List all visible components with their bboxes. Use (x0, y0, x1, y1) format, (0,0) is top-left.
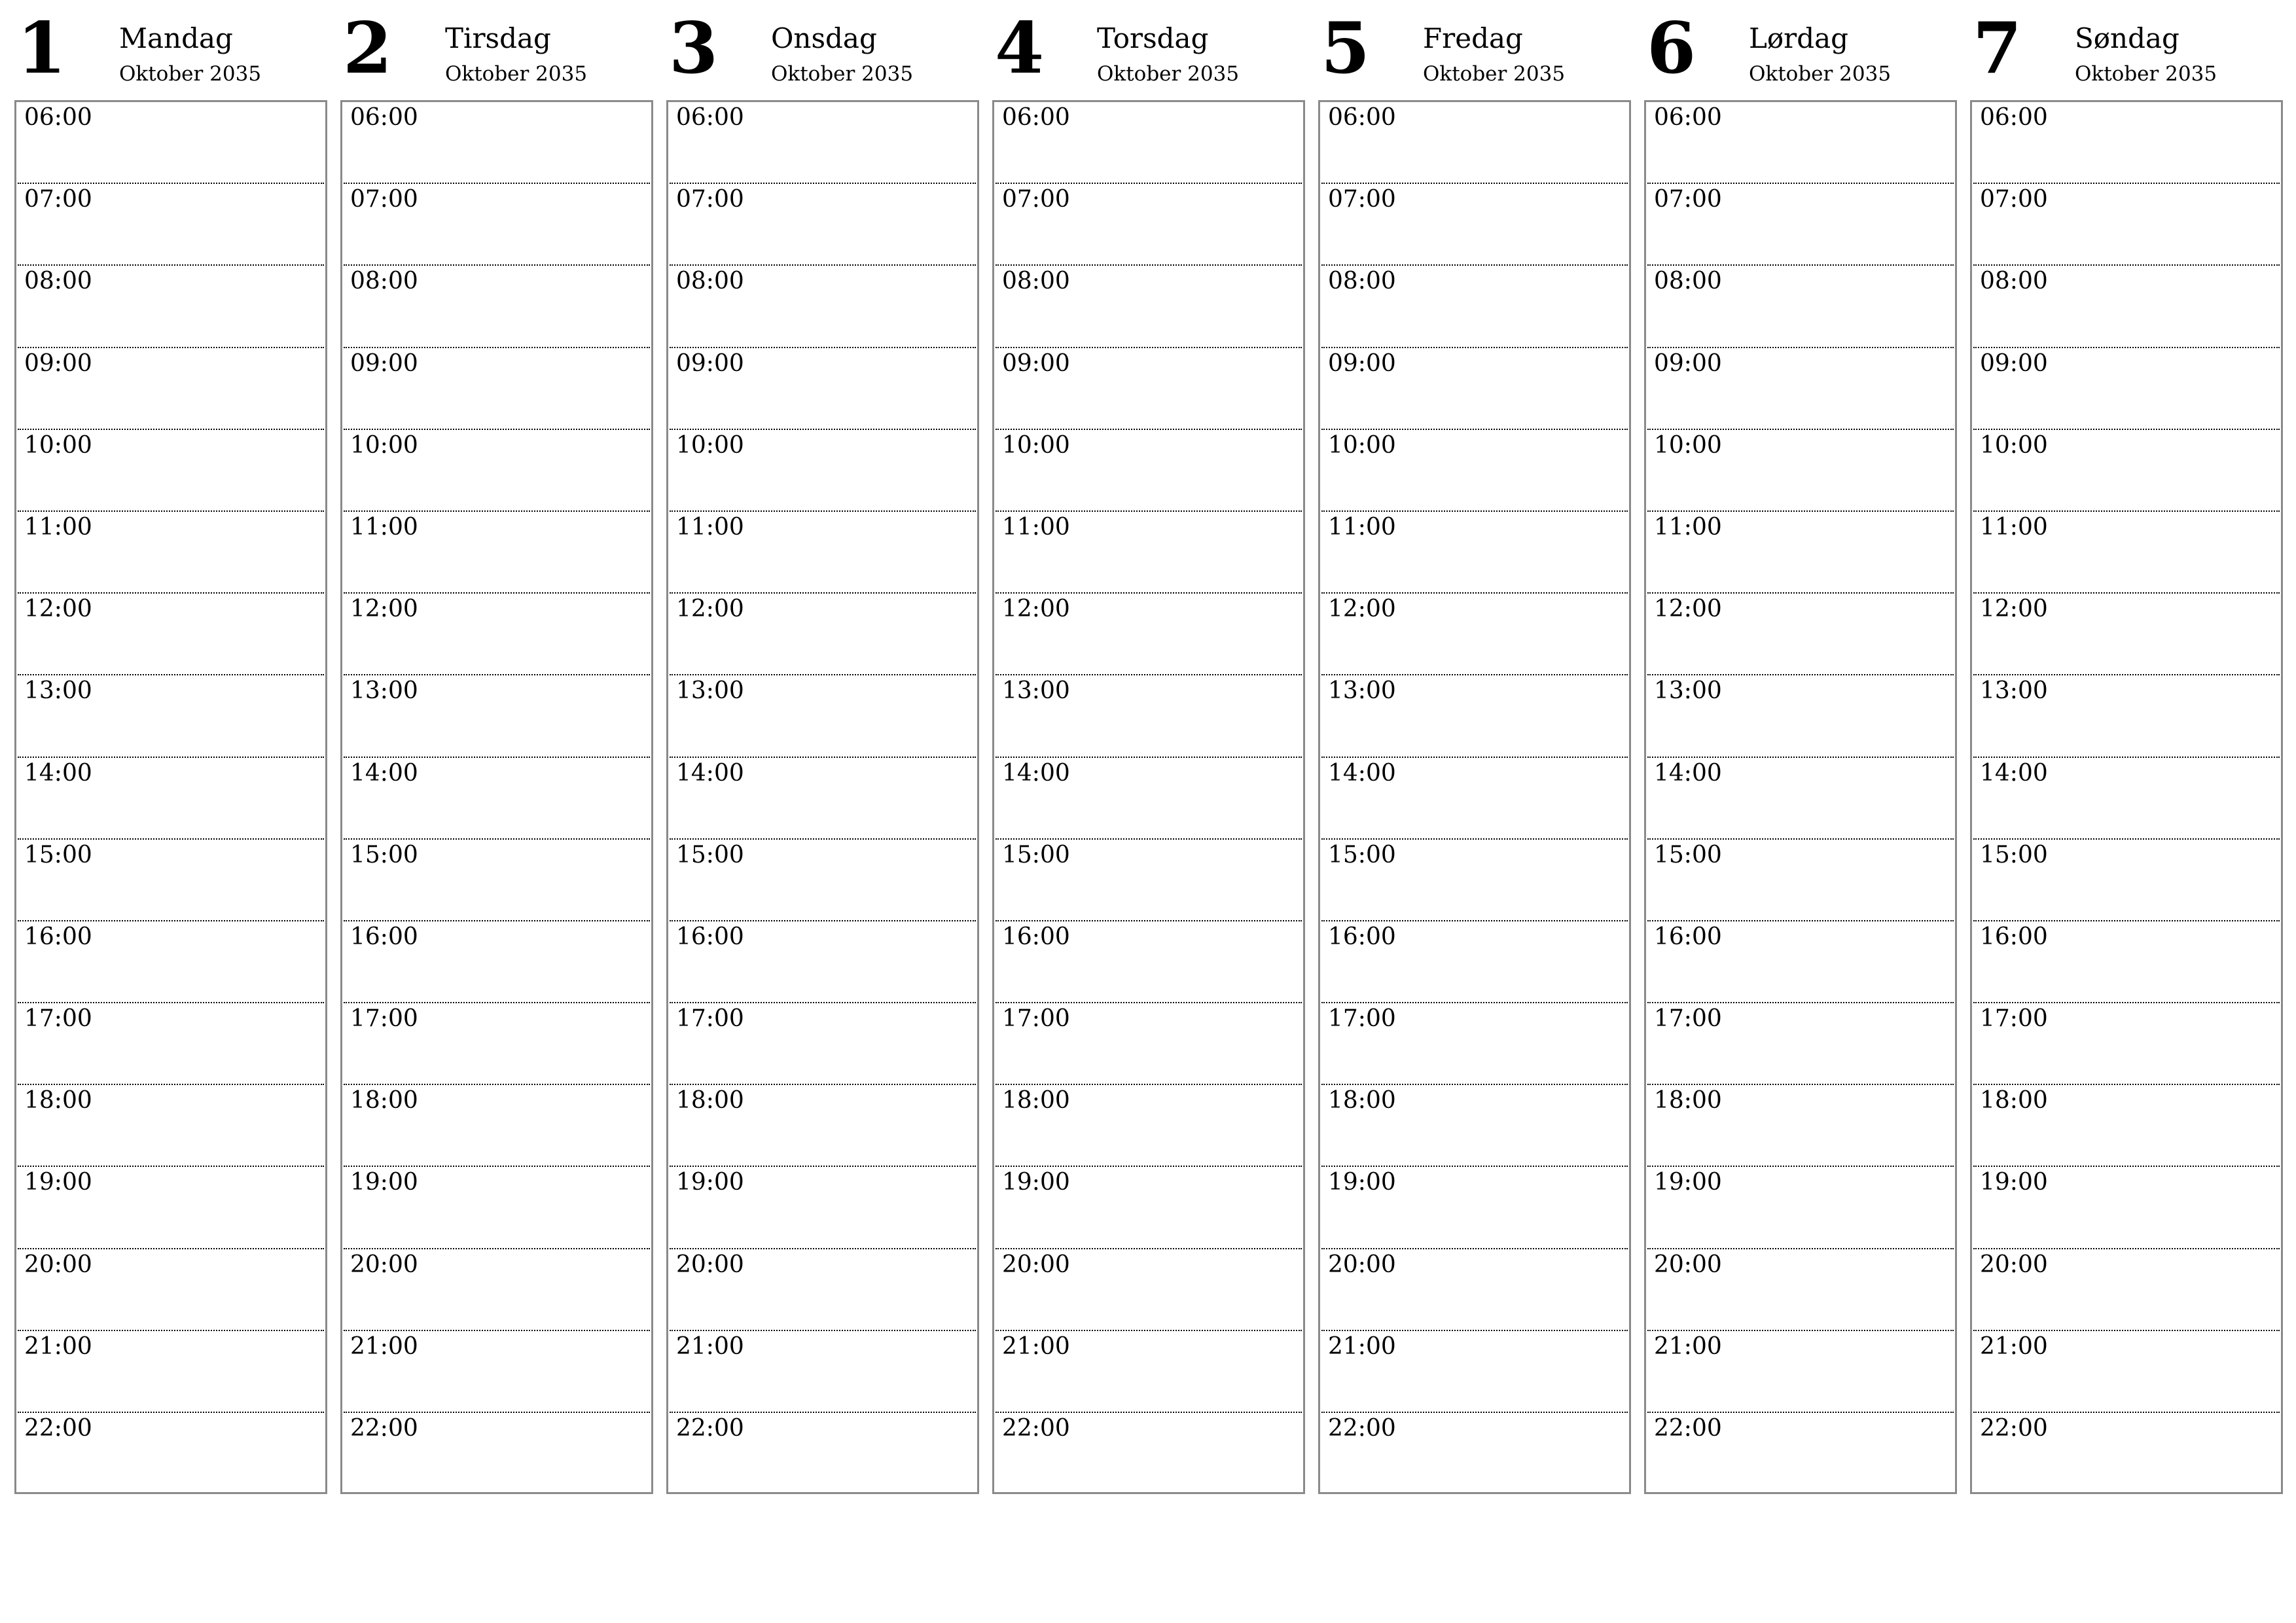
time-slot-label: 15:00 (350, 841, 418, 868)
day-number: 7 (1973, 7, 2022, 90)
time-slot-label: 08:00 (1654, 268, 1722, 295)
time-slot-label: 15:00 (24, 841, 92, 868)
time-slot-label: 13:00 (1654, 677, 1722, 705)
time-slot[interactable] (1321, 512, 1628, 594)
time-slot-label: 07:00 (1654, 186, 1722, 213)
time-slot[interactable] (1973, 102, 2280, 184)
time-slot-label: 13:00 (1980, 677, 2048, 705)
time-slot[interactable] (18, 1085, 324, 1167)
time-slot[interactable] (1973, 512, 2280, 594)
day-name: Onsdag (771, 22, 877, 54)
time-slot[interactable] (18, 921, 324, 1003)
time-slot-label: 12:00 (1328, 596, 1396, 623)
day-header (1318, 0, 1631, 98)
time-slot-label: 18:00 (1654, 1087, 1722, 1115)
time-slot-label: 10:00 (1654, 431, 1722, 459)
time-slot[interactable] (996, 102, 1302, 184)
time-slot-label: 09:00 (1980, 349, 2048, 377)
time-slot-label: 18:00 (1002, 1087, 1070, 1115)
time-slot[interactable] (670, 1249, 976, 1331)
time-slot-label: 13:00 (676, 677, 744, 705)
time-slot-label: 08:00 (1980, 268, 2048, 295)
time-slot[interactable] (18, 102, 324, 184)
time-slot[interactable] (18, 840, 324, 921)
day-name: Tirsdag (445, 22, 551, 54)
time-slot-label: 20:00 (24, 1251, 92, 1278)
time-slot[interactable] (1973, 840, 2280, 921)
day-header (1970, 0, 2283, 98)
time-slot-label: 13:00 (24, 677, 92, 705)
time-slot[interactable] (18, 594, 324, 675)
time-slot-label: 10:00 (1980, 431, 2048, 459)
time-slot[interactable] (996, 1167, 1302, 1249)
time-slot-label: 08:00 (1328, 268, 1396, 295)
time-slot[interactable] (18, 1331, 324, 1413)
day-column (1318, 0, 1631, 1499)
time-slot[interactable] (344, 1085, 650, 1167)
time-slot[interactable] (996, 430, 1302, 512)
time-slot-label: 09:00 (1654, 349, 1722, 377)
day-schedule-box (1318, 100, 1631, 1494)
day-number: 2 (343, 7, 393, 90)
time-slot[interactable] (996, 184, 1302, 266)
time-slot[interactable] (344, 348, 650, 430)
time-slot-label: 15:00 (1328, 841, 1396, 868)
time-slot-label: 08:00 (24, 268, 92, 295)
time-slot[interactable] (996, 594, 1302, 675)
time-slot-label: 10:00 (1328, 431, 1396, 459)
time-slot[interactable] (18, 1003, 324, 1085)
time-slot-label: 14:00 (24, 759, 92, 787)
time-slot-label: 06:00 (1980, 104, 2048, 131)
day-name: Mandag (119, 22, 233, 54)
time-slot-label: 14:00 (1002, 759, 1070, 787)
time-slot[interactable] (344, 840, 650, 921)
time-slot[interactable] (996, 1331, 1302, 1413)
day-number: 3 (669, 7, 719, 90)
time-slot-label: 18:00 (350, 1087, 418, 1115)
time-slot[interactable] (18, 184, 324, 266)
time-slot-label: 20:00 (1980, 1251, 2048, 1278)
time-slot[interactable] (1973, 675, 2280, 757)
time-slot-label: 21:00 (676, 1332, 744, 1360)
time-slot[interactable] (1647, 1413, 1954, 1495)
time-slot[interactable] (670, 1413, 976, 1495)
time-slot[interactable] (344, 758, 650, 840)
time-slot[interactable] (670, 430, 976, 512)
time-slot[interactable] (1321, 102, 1628, 184)
time-slot[interactable] (1321, 266, 1628, 348)
time-slot-label: 14:00 (676, 759, 744, 787)
time-slot[interactable] (1321, 1003, 1628, 1085)
time-slot[interactable] (1973, 921, 2280, 1003)
time-slot[interactable] (670, 758, 976, 840)
time-slot[interactable] (18, 1413, 324, 1495)
time-slot-label: 11:00 (676, 513, 744, 541)
time-slot-label: 10:00 (350, 431, 418, 459)
time-slot-label: 17:00 (1328, 1005, 1396, 1033)
time-slot-label: 12:00 (1002, 596, 1070, 623)
time-slot-label: 10:00 (1002, 431, 1070, 459)
time-slot-label: 10:00 (24, 431, 92, 459)
time-slot-label: 16:00 (1002, 923, 1070, 950)
time-slot[interactable] (18, 266, 324, 348)
time-slot[interactable] (996, 1249, 1302, 1331)
time-slot-label: 08:00 (350, 268, 418, 295)
time-slot-label: 19:00 (1654, 1169, 1722, 1196)
time-slot[interactable] (670, 184, 976, 266)
time-slot[interactable] (1647, 430, 1954, 512)
time-slot-label: 16:00 (676, 923, 744, 950)
time-slot-label: 22:00 (676, 1415, 744, 1442)
time-slot-label: 14:00 (1654, 759, 1722, 787)
time-slot-label: 13:00 (350, 677, 418, 705)
time-slot[interactable] (670, 1167, 976, 1249)
time-slot-label: 06:00 (676, 104, 744, 131)
time-slot-label: 22:00 (1328, 1415, 1396, 1442)
day-month-label: Oktober 2035 (1097, 62, 1240, 86)
time-slot[interactable] (1321, 1413, 1628, 1495)
time-slot-label: 21:00 (1654, 1332, 1722, 1360)
time-slot-label: 06:00 (350, 104, 418, 131)
time-slot-label: 11:00 (1980, 513, 2048, 541)
time-slot[interactable] (1647, 512, 1954, 594)
time-slot[interactable] (670, 348, 976, 430)
time-slot-label: 22:00 (1002, 1415, 1070, 1442)
time-slot[interactable] (344, 675, 650, 757)
time-slot-label: 06:00 (1654, 104, 1722, 131)
time-slot-label: 15:00 (1980, 841, 2048, 868)
day-month-label: Oktober 2035 (2075, 62, 2217, 86)
time-slot[interactable] (1973, 1167, 2280, 1249)
time-slot-label: 12:00 (676, 596, 744, 623)
time-slot-label: 09:00 (350, 349, 418, 377)
time-slot-label: 10:00 (676, 431, 744, 459)
time-slot[interactable] (1321, 184, 1628, 266)
time-slot[interactable] (670, 1085, 976, 1167)
time-slot-label: 11:00 (24, 513, 92, 541)
time-slot[interactable] (670, 1003, 976, 1085)
day-number: 5 (1321, 7, 1371, 90)
time-slot[interactable] (344, 1003, 650, 1085)
day-number: 4 (995, 7, 1045, 90)
time-slot[interactable] (1973, 1085, 2280, 1167)
day-month-label: Oktober 2035 (771, 62, 914, 86)
day-schedule-box (14, 100, 327, 1494)
time-slot-label: 21:00 (1328, 1332, 1396, 1360)
time-slot-label: 20:00 (350, 1251, 418, 1278)
time-slot[interactable] (1647, 594, 1954, 675)
time-slot-label: 19:00 (24, 1169, 92, 1196)
time-slot[interactable] (1973, 758, 2280, 840)
time-slot[interactable] (1321, 1331, 1628, 1413)
time-slot[interactable] (1647, 184, 1954, 266)
time-slot[interactable] (18, 1249, 324, 1331)
time-slot[interactable] (1973, 348, 2280, 430)
time-slot-label: 21:00 (1980, 1332, 2048, 1360)
time-slot[interactable] (1647, 675, 1954, 757)
day-name: Søndag (2075, 22, 2179, 54)
time-slot[interactable] (1647, 266, 1954, 348)
time-slot[interactable] (1973, 1413, 2280, 1495)
time-slot-label: 20:00 (1002, 1251, 1070, 1278)
time-slot[interactable] (344, 921, 650, 1003)
time-slot-label: 07:00 (1328, 186, 1396, 213)
time-slot-label: 22:00 (1654, 1415, 1722, 1442)
day-month-label: Oktober 2035 (119, 62, 262, 86)
time-slot-label: 13:00 (1328, 677, 1396, 705)
day-schedule-box (1970, 100, 2283, 1494)
time-slot-label: 16:00 (24, 923, 92, 950)
time-slot[interactable] (1321, 348, 1628, 430)
time-slot[interactable] (1647, 348, 1954, 430)
time-slot[interactable] (1321, 430, 1628, 512)
time-slot-label: 06:00 (1002, 104, 1070, 131)
time-slot-label: 16:00 (1654, 923, 1722, 950)
time-slot-label: 15:00 (676, 841, 744, 868)
time-slot-label: 11:00 (1002, 513, 1070, 541)
time-slot-label: 18:00 (24, 1087, 92, 1115)
time-slot-label: 12:00 (1980, 596, 2048, 623)
time-slot[interactable] (344, 184, 650, 266)
time-slot[interactable] (670, 102, 976, 184)
time-slot[interactable] (1647, 1331, 1954, 1413)
time-slot-label: 21:00 (350, 1332, 418, 1360)
time-slot[interactable] (996, 1085, 1302, 1167)
day-header (14, 0, 327, 98)
time-slot-label: 17:00 (1980, 1005, 2048, 1033)
time-slot[interactable] (344, 430, 650, 512)
day-name: Lørdag (1749, 22, 1849, 54)
time-slot[interactable] (344, 512, 650, 594)
time-slot[interactable] (996, 1413, 1302, 1495)
time-slot-label: 17:00 (1654, 1005, 1722, 1033)
time-slot[interactable] (344, 1249, 650, 1331)
time-slot[interactable] (1647, 921, 1954, 1003)
day-month-label: Oktober 2035 (1423, 62, 1566, 86)
time-slot-label: 11:00 (1654, 513, 1722, 541)
time-slot[interactable] (1973, 184, 2280, 266)
time-slot-label: 15:00 (1654, 841, 1722, 868)
time-slot-label: 18:00 (1980, 1087, 2048, 1115)
time-slot[interactable] (1321, 840, 1628, 921)
time-slot-label: 08:00 (1002, 268, 1070, 295)
time-slot[interactable] (344, 1167, 650, 1249)
time-slot-label: 07:00 (1980, 186, 2048, 213)
time-slot-label: 07:00 (24, 186, 92, 213)
time-slot-label: 17:00 (1002, 1005, 1070, 1033)
day-column (1644, 0, 1957, 1499)
day-month-label: Oktober 2035 (1749, 62, 1892, 86)
time-slot-label: 18:00 (676, 1087, 744, 1115)
time-slot-label: 19:00 (350, 1169, 418, 1196)
time-slot[interactable] (996, 758, 1302, 840)
day-header (340, 0, 653, 98)
day-number: 1 (17, 7, 67, 90)
time-slot[interactable] (344, 102, 650, 184)
time-slot-label: 09:00 (1002, 349, 1070, 377)
time-slot[interactable] (1973, 1249, 2280, 1331)
time-slot[interactable] (18, 758, 324, 840)
time-slot-label: 16:00 (350, 923, 418, 950)
time-slot-label: 15:00 (1002, 841, 1070, 868)
day-column (992, 0, 1305, 1499)
time-slot-label: 06:00 (24, 104, 92, 131)
time-slot-label: 14:00 (1980, 759, 2048, 787)
time-slot-label: 11:00 (1328, 513, 1396, 541)
time-slot[interactable] (1647, 1003, 1954, 1085)
time-slot-label: 14:00 (1328, 759, 1396, 787)
time-slot[interactable] (344, 594, 650, 675)
day-column (666, 0, 979, 1499)
time-slot[interactable] (18, 430, 324, 512)
time-slot-label: 17:00 (350, 1005, 418, 1033)
time-slot-label: 09:00 (1328, 349, 1396, 377)
time-slot-label: 07:00 (676, 186, 744, 213)
time-slot[interactable] (1973, 1331, 2280, 1413)
time-slot[interactable] (1321, 594, 1628, 675)
time-slot-label: 22:00 (24, 1415, 92, 1442)
time-slot[interactable] (1321, 675, 1628, 757)
time-slot[interactable] (670, 921, 976, 1003)
time-slot[interactable] (996, 840, 1302, 921)
day-month-label: Oktober 2035 (445, 62, 588, 86)
day-column (340, 0, 653, 1499)
time-slot[interactable] (670, 594, 976, 675)
time-slot-label: 17:00 (676, 1005, 744, 1033)
day-name: Torsdag (1097, 22, 1209, 54)
time-slot[interactable] (18, 675, 324, 757)
day-number: 6 (1647, 7, 1696, 90)
day-name: Fredag (1423, 22, 1523, 54)
time-slot-label: 20:00 (676, 1251, 744, 1278)
time-slot-label: 07:00 (1002, 186, 1070, 213)
time-slot[interactable] (1647, 1249, 1954, 1331)
time-slot[interactable] (1321, 1249, 1628, 1331)
time-slot-label: 21:00 (24, 1332, 92, 1360)
time-slot-label: 16:00 (1328, 923, 1396, 950)
time-slot-label: 13:00 (1002, 677, 1070, 705)
time-slot[interactable] (996, 266, 1302, 348)
day-schedule-box (1644, 100, 1957, 1494)
time-slot[interactable] (996, 1003, 1302, 1085)
time-slot-label: 19:00 (1980, 1169, 2048, 1196)
time-slot-label: 12:00 (24, 596, 92, 623)
time-slot[interactable] (1973, 1003, 2280, 1085)
time-slot-label: 11:00 (350, 513, 418, 541)
time-slot[interactable] (670, 266, 976, 348)
day-header (992, 0, 1305, 98)
time-slot[interactable] (1647, 102, 1954, 184)
time-slot[interactable] (996, 348, 1302, 430)
time-slot-label: 14:00 (350, 759, 418, 787)
time-slot[interactable] (18, 512, 324, 594)
day-column (1970, 0, 2283, 1499)
time-slot[interactable] (670, 512, 976, 594)
time-slot[interactable] (670, 675, 976, 757)
time-slot-label: 07:00 (350, 186, 418, 213)
time-slot[interactable] (1647, 1167, 1954, 1249)
time-slot[interactable] (1321, 1085, 1628, 1167)
time-slot-label: 12:00 (1654, 596, 1722, 623)
time-slot[interactable] (18, 1167, 324, 1249)
time-slot-label: 12:00 (350, 596, 418, 623)
time-slot-label: 19:00 (1328, 1169, 1396, 1196)
time-slot[interactable] (1973, 594, 2280, 675)
time-slot-label: 16:00 (1980, 923, 2048, 950)
time-slot-label: 20:00 (1654, 1251, 1722, 1278)
time-slot[interactable] (1647, 840, 1954, 921)
time-slot[interactable] (1973, 266, 2280, 348)
time-slot[interactable] (344, 1331, 650, 1413)
time-slot[interactable] (344, 266, 650, 348)
time-slot[interactable] (996, 512, 1302, 594)
time-slot[interactable] (670, 1331, 976, 1413)
time-slot-label: 20:00 (1328, 1251, 1396, 1278)
time-slot[interactable] (1321, 921, 1628, 1003)
day-schedule-box (666, 100, 979, 1494)
time-slot-label: 09:00 (24, 349, 92, 377)
time-slot-label: 22:00 (1980, 1415, 2048, 1442)
day-schedule-box (340, 100, 653, 1494)
time-slot[interactable] (996, 921, 1302, 1003)
time-slot[interactable] (344, 1413, 650, 1495)
time-slot-label: 21:00 (1002, 1332, 1070, 1360)
time-slot[interactable] (1647, 1085, 1954, 1167)
time-slot[interactable] (670, 840, 976, 921)
time-slot[interactable] (1321, 758, 1628, 840)
day-schedule-box (992, 100, 1305, 1494)
time-slot-label: 22:00 (350, 1415, 418, 1442)
time-slot-label: 08:00 (676, 268, 744, 295)
day-column (14, 0, 327, 1499)
time-slot[interactable] (18, 348, 324, 430)
time-slot[interactable] (1647, 758, 1954, 840)
time-slot[interactable] (1973, 430, 2280, 512)
time-slot-label: 19:00 (1002, 1169, 1070, 1196)
time-slot-label: 18:00 (1328, 1087, 1396, 1115)
time-slot[interactable] (1321, 1167, 1628, 1249)
time-slot[interactable] (996, 675, 1302, 757)
time-slot-label: 19:00 (676, 1169, 744, 1196)
time-slot-label: 06:00 (1328, 104, 1396, 131)
day-header (666, 0, 979, 98)
time-slot-label: 09:00 (676, 349, 744, 377)
day-header (1644, 0, 1957, 98)
time-slot-label: 17:00 (24, 1005, 92, 1033)
